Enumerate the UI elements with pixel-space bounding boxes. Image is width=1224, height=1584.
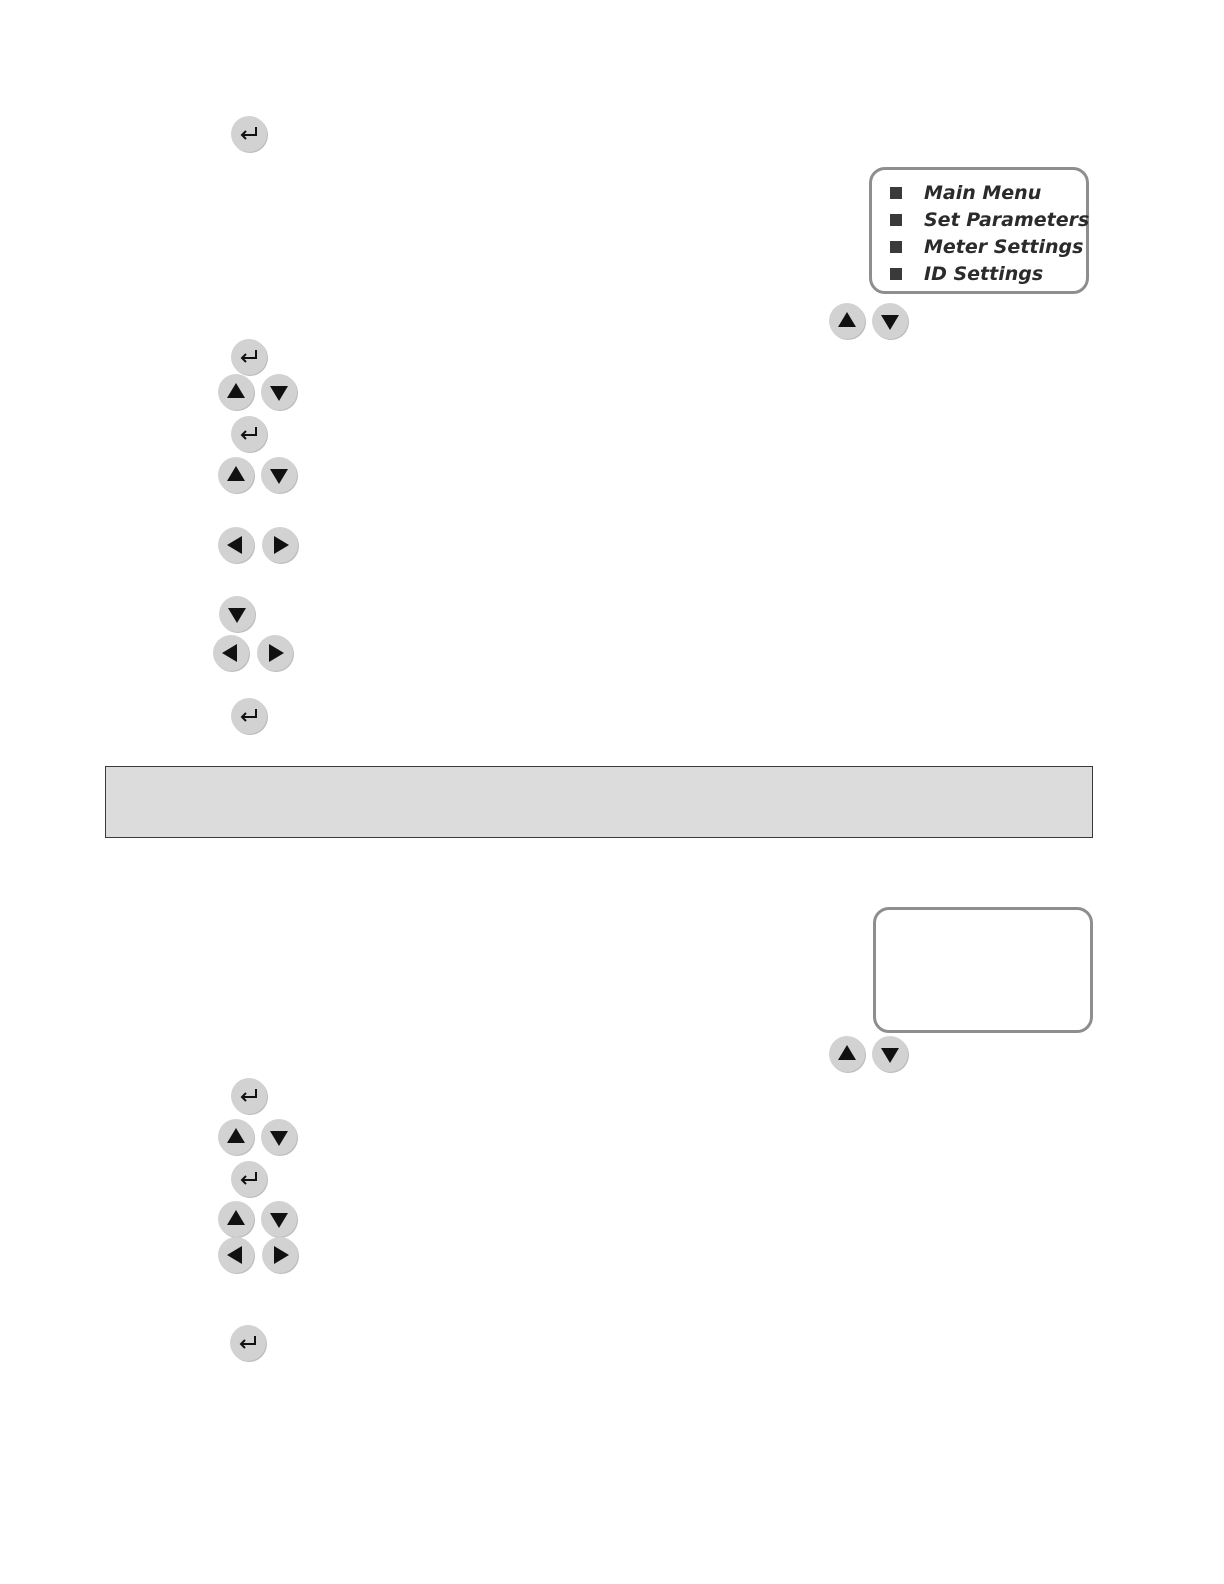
menu-bullet-icon	[890, 187, 902, 199]
enter-key-icon	[230, 1325, 266, 1361]
down-arrow-icon	[261, 457, 297, 493]
lcd-menu-item	[890, 179, 1086, 206]
down-arrow-icon	[219, 596, 255, 632]
menu-bullet-icon	[890, 214, 902, 226]
left-arrow-icon	[218, 1237, 254, 1273]
enter-key-icon	[231, 339, 267, 375]
enter-key-icon	[231, 1161, 267, 1197]
left-arrow-icon	[218, 527, 254, 563]
lcd-menu-item	[890, 233, 1086, 260]
left-arrow-icon	[213, 635, 249, 671]
up-arrow-icon	[218, 1201, 254, 1237]
enter-key-icon	[231, 698, 267, 734]
menu-bullet-icon	[890, 268, 902, 280]
down-arrow-icon	[872, 303, 908, 339]
note-box	[105, 766, 1093, 838]
lcd-menu-item-label: ID Settings	[924, 262, 1044, 285]
lcd-menu-item-label: Set Parameters	[924, 208, 1090, 231]
down-arrow-icon	[261, 1119, 297, 1155]
lcd-menu-item-label: Meter Settings	[924, 235, 1084, 258]
down-arrow-icon	[872, 1036, 908, 1072]
up-arrow-icon	[829, 1036, 865, 1072]
down-arrow-icon	[261, 1201, 297, 1237]
up-arrow-icon	[829, 303, 865, 339]
enter-key-icon	[231, 1078, 267, 1114]
menu-bullet-icon	[890, 241, 902, 253]
lcd-menu-display	[869, 167, 1089, 294]
enter-key-icon	[231, 116, 267, 152]
lcd-menu-item-label: Main Menu	[924, 181, 1042, 204]
lcd-menu-item	[890, 206, 1090, 233]
enter-key-icon	[231, 416, 267, 452]
right-arrow-icon	[262, 527, 298, 563]
down-arrow-icon	[261, 374, 297, 410]
up-arrow-icon	[218, 457, 254, 493]
lcd-display	[873, 907, 1093, 1033]
up-arrow-icon	[218, 374, 254, 410]
right-arrow-icon	[257, 635, 293, 671]
right-arrow-icon	[262, 1237, 298, 1273]
lcd-menu-item	[890, 260, 1086, 287]
up-arrow-icon	[218, 1119, 254, 1155]
